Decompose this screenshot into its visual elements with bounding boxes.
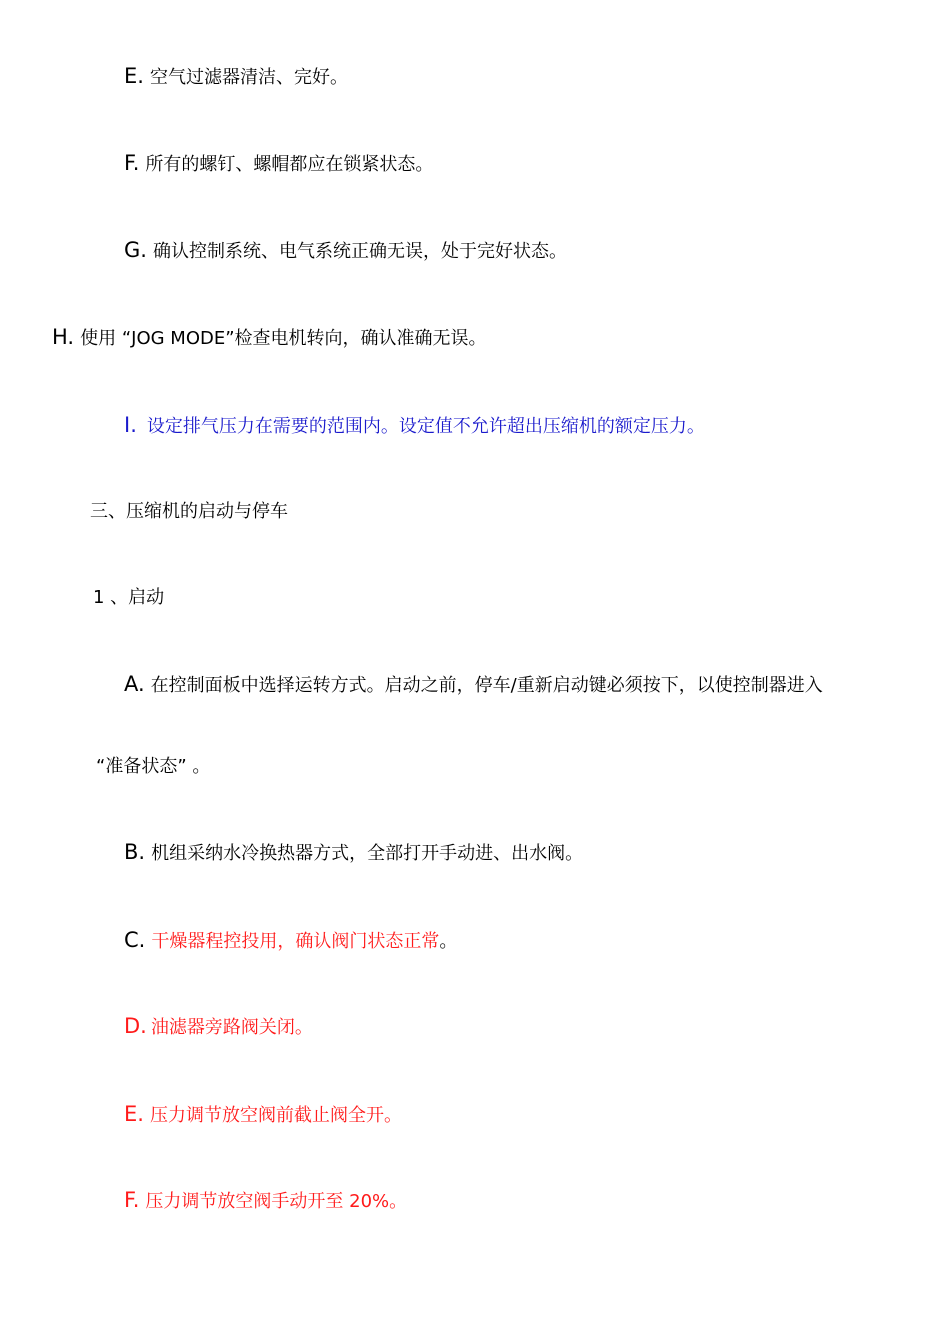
item-marker: F. bbox=[124, 1188, 140, 1212]
item-marker: E. bbox=[124, 64, 144, 88]
list-item-i bbox=[124, 413, 705, 439]
list-item-g bbox=[124, 238, 567, 264]
list-item-h bbox=[52, 325, 487, 351]
item-suffix: 。 bbox=[439, 931, 458, 952]
item-text: 使用 “JOG MODE”检查电机转向，确认准确无误。 bbox=[80, 328, 487, 349]
item-text: 确认控制系统、电气系统正确无误，处于完好状态。 bbox=[152, 241, 567, 262]
item-marker: C. bbox=[124, 928, 146, 952]
item-text: “准备状态” 。 bbox=[96, 756, 211, 777]
list-item-d bbox=[124, 1014, 313, 1040]
item-text: 压力调节放空阀手动开至 20%。 bbox=[145, 1191, 408, 1212]
item-marker: I. bbox=[124, 413, 137, 437]
item-marker: F. bbox=[124, 151, 140, 175]
item-marker: D. bbox=[124, 1014, 147, 1038]
list-item-e bbox=[124, 64, 348, 90]
list-item-f bbox=[124, 151, 433, 177]
item-text: 油滤器旁路阀关闭。 bbox=[150, 1017, 313, 1038]
item-text: 机组采纳水冷换热器方式，全部打开手动进、出水阀。 bbox=[151, 843, 584, 864]
section-heading-text: 三、压缩机的启动与停车 bbox=[90, 501, 288, 522]
item-text: 在控制面板中选择运转方式。启动之前，停车/重新启动键必须按下，以使控制器进入 bbox=[150, 675, 823, 696]
list-item-f2 bbox=[124, 1188, 407, 1214]
list-item-c bbox=[124, 928, 457, 954]
subsection-heading-text: 1 、启动 bbox=[93, 587, 165, 608]
item-text: 所有的螺钉、螺帽都应在锁紧状态。 bbox=[145, 154, 434, 175]
item-text: 干燥器程控投用，确认阀门状态正常 bbox=[151, 931, 440, 952]
item-text: 空气过滤器清洁、完好。 bbox=[149, 67, 348, 88]
list-item-a-continuation bbox=[96, 755, 210, 779]
item-text: 设定排气压力在需要的范围内。设定值不允许超出压缩机的额定压力。 bbox=[146, 416, 705, 437]
item-marker: H. bbox=[52, 325, 75, 349]
item-marker: E. bbox=[124, 1102, 144, 1126]
item-marker: G. bbox=[124, 238, 147, 262]
subsection-heading bbox=[93, 586, 164, 610]
list-item-b bbox=[124, 840, 583, 866]
section-heading bbox=[90, 500, 288, 524]
list-item-a bbox=[124, 672, 823, 698]
list-item-e2 bbox=[124, 1102, 402, 1128]
item-text: 压力调节放空阀前截止阀全开。 bbox=[149, 1105, 402, 1126]
item-marker: A. bbox=[124, 672, 145, 696]
item-marker: B. bbox=[124, 840, 146, 864]
